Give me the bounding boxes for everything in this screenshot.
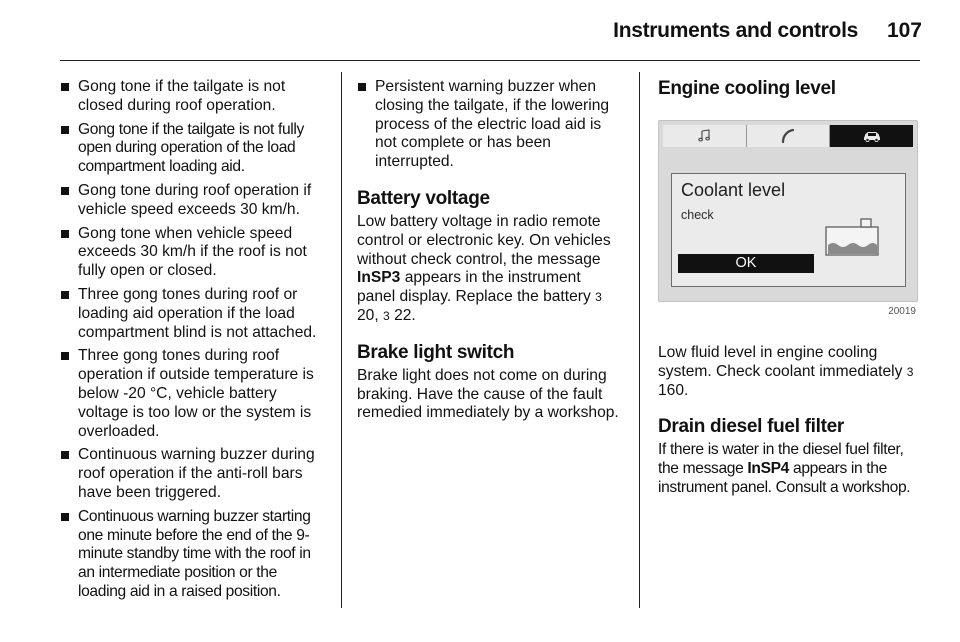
bullet-icon	[61, 451, 69, 459]
list-item	[60, 182, 326, 220]
ok-button[interactable]: OK	[678, 254, 814, 273]
list-item-text: Persistent warning buzzer when closing the tailgate, if the lowering process of the electric load aid is not complete or has been interrupted.	[375, 78, 610, 171]
topbar-phone-segment	[747, 125, 831, 147]
diesel-filter-text: If there is water in the diesel fuel filter, the message InSP4 appears in the instrument panel. Consult a workshop.	[658, 441, 911, 496]
brake-light-text: Brake light does not come on during braking. Have the cause of the fault remedied immediately by a workshop.	[357, 366, 619, 422]
list-item	[357, 78, 623, 172]
header-rule	[60, 60, 920, 61]
message-subtitle: check	[681, 208, 714, 222]
list-item	[60, 225, 326, 281]
message-code: InSP4	[747, 460, 790, 478]
list-item-text: Gong tone when vehicle speed exceeds 30 km/h if the roof is not fully open or closed.	[78, 224, 307, 280]
bullet-icon	[61, 513, 69, 521]
bullet-icon	[61, 291, 69, 299]
column-divider-left	[341, 72, 342, 608]
brake-light-heading: Brake light switch	[357, 341, 515, 363]
list-item-text: Continuous warning buzzer during roof operation if the anti-roll bars have been triggered.	[78, 446, 315, 501]
list-item-text: Three gong tones during roof operation if outside temperature is below -20 °C, vehicle battery voltage is too low or the system is overloaded.	[78, 347, 314, 440]
column-left	[60, 78, 326, 607]
message-title: Coolant level	[681, 180, 786, 200]
topbar-audio-segment	[663, 125, 747, 147]
page-reference-icon: 3	[595, 290, 602, 305]
list-item	[60, 286, 326, 342]
bullet-list	[357, 78, 623, 172]
list-item-text: Continuous warning buzzer starting one minute before the end of the 9-minute standby time with the roof in an intermediate position or the loading aid in a raised position.	[78, 507, 311, 600]
bullet-list	[60, 78, 326, 602]
display-topbar	[663, 125, 913, 147]
warning-message-box	[671, 173, 906, 287]
page-number: 107	[886, 19, 922, 42]
battery-voltage-text: Low battery voltage in radio remote control or electronic key. On vehicles without check control, the message InSP3 appears in the instrument panel display. Replace the battery 3 20, 3 22.	[357, 212, 611, 324]
column-right	[658, 78, 924, 498]
bullet-icon	[61, 187, 69, 195]
list-item	[60, 121, 326, 177]
message-code: InSP3	[357, 269, 401, 287]
page-reference-link[interactable]: 22.	[394, 306, 416, 324]
bullet-icon	[61, 230, 69, 238]
list-item	[60, 508, 326, 602]
column-divider-right	[639, 72, 640, 608]
engine-cooling-heading: Engine cooling level	[658, 78, 836, 99]
bullet-icon	[61, 126, 69, 134]
bullet-icon	[61, 83, 69, 91]
page-reference-icon: 3	[906, 364, 914, 379]
page-reference-link[interactable]: 20,	[357, 306, 379, 324]
list-item	[60, 78, 326, 116]
list-item	[60, 446, 326, 502]
page-reference-link[interactable]: 160.	[658, 381, 689, 399]
list-item-text: Gong tone if the tailgate is not closed during roof operation.	[78, 78, 286, 114]
list-item-text: Gong tone during roof operation if vehicle speed exceeds 30 km/h.	[78, 181, 312, 218]
topbar-vehicle-segment	[830, 125, 913, 147]
page-reference-icon: 3	[383, 308, 390, 323]
bullet-icon	[61, 352, 69, 360]
bullet-icon	[358, 83, 366, 91]
battery-voltage-heading: Battery voltage	[357, 187, 490, 209]
figure-code: 20019	[888, 306, 916, 318]
phone-handset-icon	[780, 128, 796, 144]
coolant-text: Low fluid level in engine cooling system. Check coolant immediately 3 160.	[658, 344, 914, 399]
list-item-text: Gong tone if the tailgate is not fully open during operation of the load compartment loading aid.	[78, 120, 304, 176]
display-screen	[658, 120, 918, 302]
car-icon	[862, 129, 882, 143]
list-item	[60, 347, 326, 441]
diesel-filter-heading: Drain diesel fuel filter	[658, 416, 845, 438]
column-middle	[357, 78, 623, 423]
coolant-tank-icon	[825, 218, 881, 256]
coolant-display-figure	[658, 120, 920, 330]
header-title: Instruments and controls	[613, 19, 858, 42]
list-item-text: Three gong tones during roof or loading aid operation if the load compartment blind is not attached.	[78, 285, 317, 341]
music-note-icon	[697, 129, 711, 143]
